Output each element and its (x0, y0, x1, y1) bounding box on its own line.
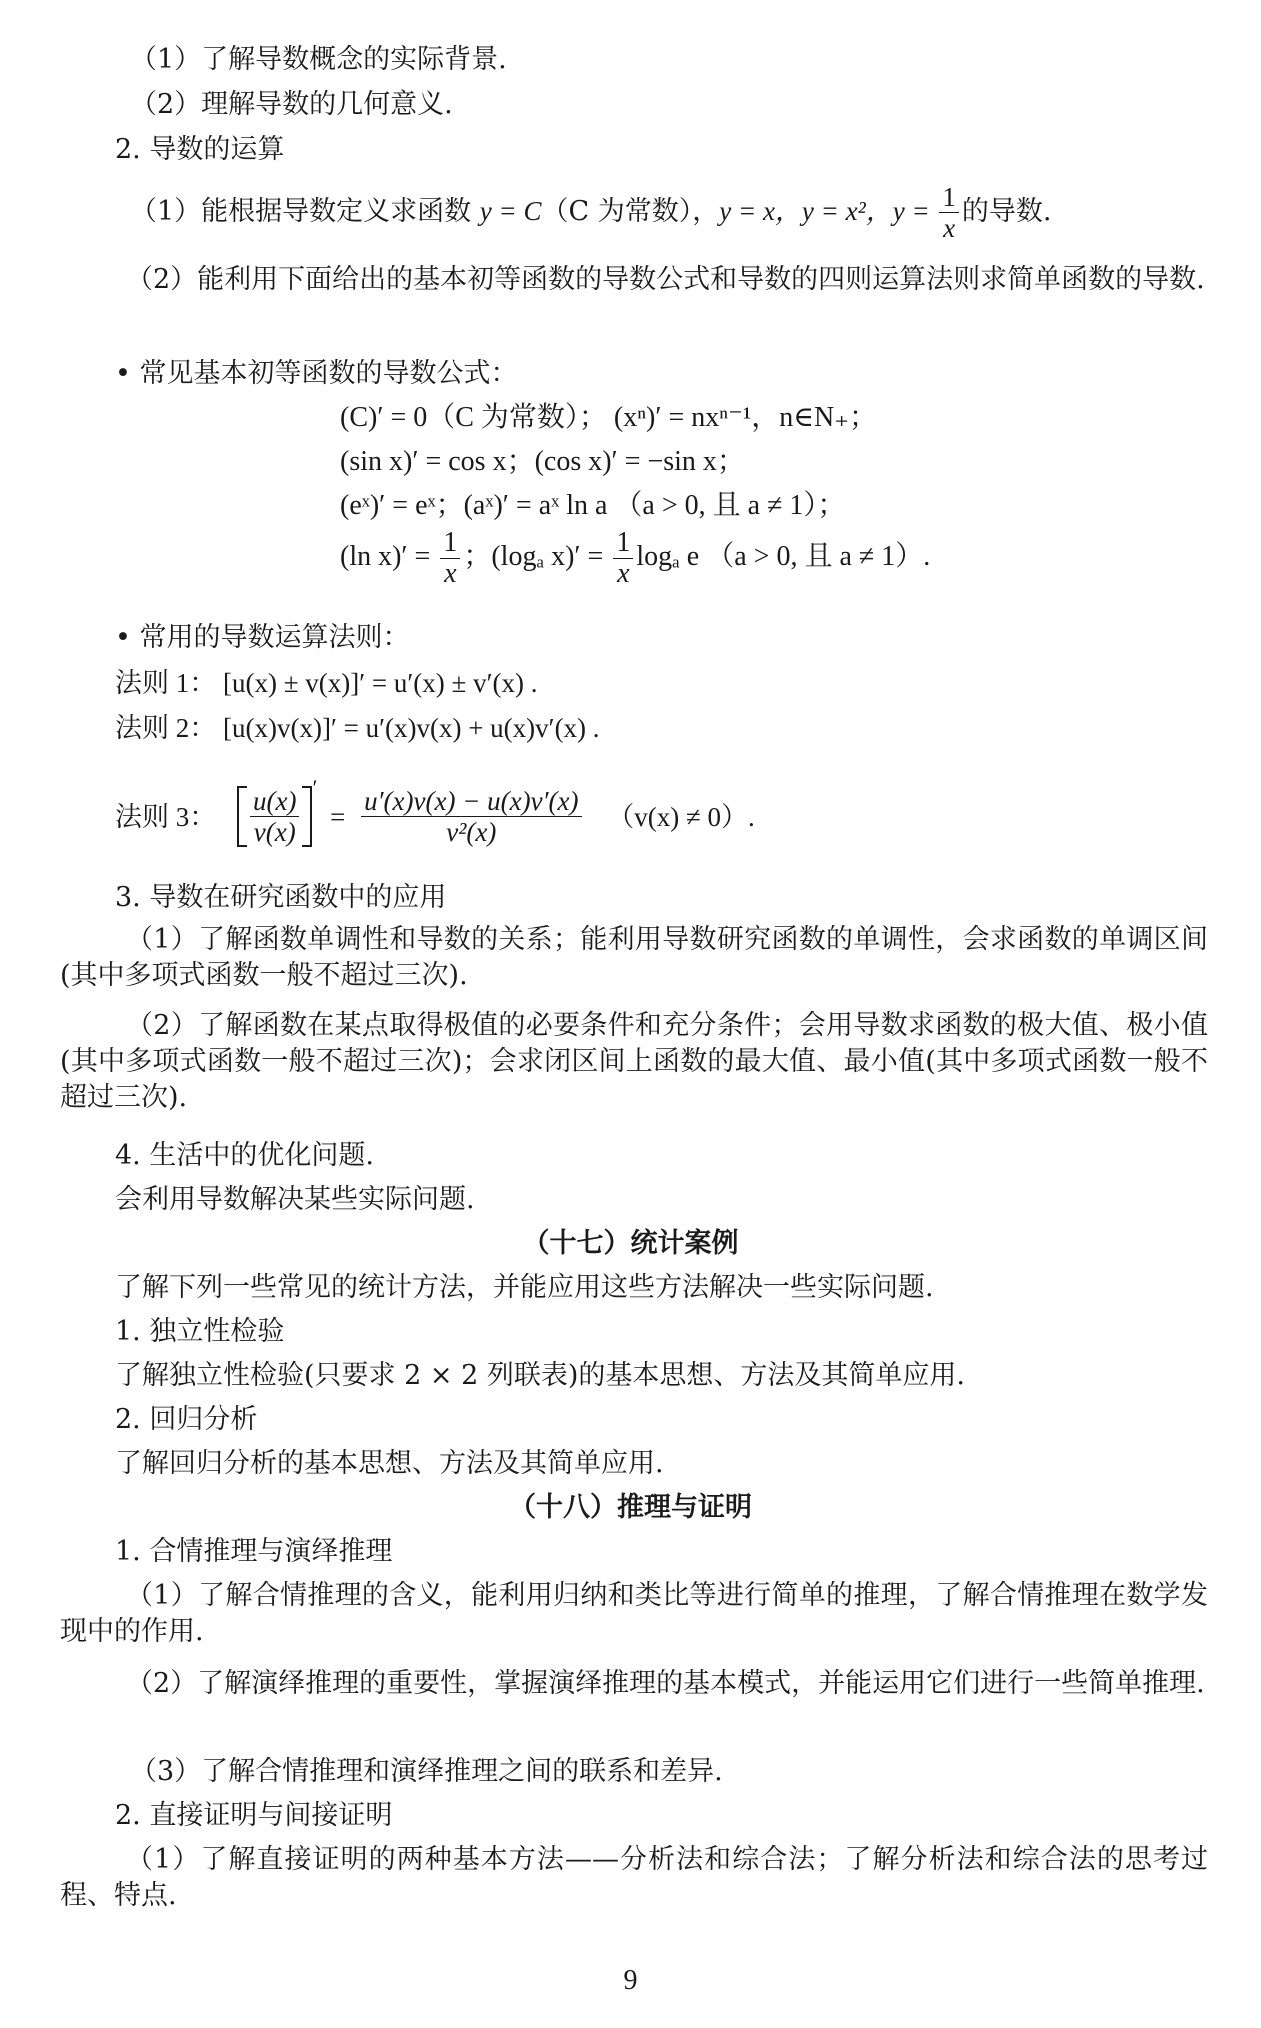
fraction-denominator: v²(x) (446, 817, 497, 848)
fraction-numerator: u′(x)v(x) − u(x)v′(x) (361, 786, 581, 817)
section-heading: 4. 生活中的优化问题. (115, 1140, 374, 1171)
paragraph: 了解回归分析的基本思想、方法及其简单应用. (115, 1448, 664, 1479)
text: 的导数. (961, 196, 1052, 227)
page-number: 9 (623, 1965, 638, 1996)
fraction (939, 182, 959, 243)
fraction-denominator: x (943, 213, 956, 243)
formula-line: (C)′ = 0（C 为常数）； (xⁿ)′ = nxⁿ⁻¹，n∈N₊； (340, 402, 878, 433)
formula: logₐ e （a > 0, 且 a ≠ 1）. (636, 540, 931, 572)
condition: （v(x) ≠ 0）. (607, 801, 755, 832)
formula: y = C (479, 196, 542, 226)
rule-line (115, 770, 755, 847)
fraction (440, 528, 460, 589)
rule-line: 法则 1： [u(x) ± v(x)]′ = u′(x) ± v′(x) . (115, 668, 538, 698)
section-heading: 2. 回归分析 (115, 1404, 258, 1435)
fraction-denominator: v(x) (253, 817, 296, 848)
paragraph: （2）能利用下面给出的基本初等函数的导数公式和导数的四则运算法则求简单函数的导数. (126, 264, 1205, 295)
formula-line: (eˣ)′ = eˣ；(aˣ)′ = aˣ ln a （a > 0, 且 a ≠ 1）； (340, 490, 846, 521)
list-bullet-heading: • 常见基本初等函数的导数公式： (115, 358, 518, 389)
fraction (361, 786, 581, 847)
fraction-numerator: u(x) (250, 786, 299, 817)
paragraph: （1）了解导数概念的实际背景. (130, 44, 507, 75)
fraction-numerator: 1 (939, 182, 959, 213)
section-heading: 1. 合情推理与演绎推理 (115, 1536, 393, 1567)
formula: (ln x)′ = (340, 540, 438, 572)
rule-line: 法则 2： [u(x)v(x)]′ = u′(x)v(x) + u(x)v′(x) . (115, 713, 600, 743)
paragraph: （2）了解演绎推理的重要性，掌握演绎推理的基本模式，并能运用它们进行一些简单推理. (126, 1668, 1205, 1699)
equals-sign: = (330, 801, 346, 832)
fraction-numerator: 1 (613, 528, 633, 559)
section-heading: 2. 直接证明与间接证明 (115, 1800, 393, 1831)
paragraph: （2）了解函数在某点取得极值的必要条件和充分条件；会用导数求函数的极大值、极小值(其中多项式函数一般不超过三次)；会求闭区间上函数的最大值、最小值(其中多项式函数一般不超过三次). (60, 1010, 1208, 1113)
fraction (250, 786, 299, 847)
paragraph: （1）了解函数单调性和导数的关系；能利用导数研究函数的单调性，会求函数的单调区间(其中多项式函数一般不超过三次). (60, 924, 1208, 991)
section-heading: 2. 导数的运算 (115, 134, 285, 165)
text: （C 为常数）， (541, 196, 720, 227)
paragraph: （3）了解合情推理和演绎推理之间的联系和差异. (130, 1756, 723, 1787)
chapter-heading: （十八）推理与证明 (509, 1492, 752, 1523)
paragraph (130, 182, 1052, 243)
section-heading: 3. 导数在研究函数中的应用 (115, 882, 447, 913)
formula: y = x，y = x²，y = (719, 196, 937, 226)
text: （1）能根据导数定义求函数 (130, 196, 480, 227)
paragraph: （1）了解合情推理的含义，能利用归纳和类比等进行简单的推理，了解合情推理在数学发现中的作用. (60, 1580, 1208, 1647)
bracket-expression (237, 786, 312, 847)
formula: ；(logₐ x)′ = (463, 540, 611, 572)
paragraph: 了解独立性检验(只要求 2 × 2 列联表)的基本思想、方法及其简单应用. (115, 1360, 965, 1391)
paragraph: （1）了解直接证明的两种基本方法——分析法和综合法；了解分析法和综合法的思考过程、特点. (60, 1844, 1208, 1911)
fraction-denominator: x (617, 558, 630, 589)
paragraph: （2）理解导数的几何意义. (130, 89, 453, 120)
paragraph: 了解下列一些常见的统计方法，并能应用这些方法解决一些实际问题. (115, 1272, 934, 1303)
list-bullet-heading: • 常用的导数运算法则： (115, 622, 410, 653)
fraction-numerator: 1 (440, 528, 460, 559)
formula-line: (sin x)′ = cos x；(cos x)′ = −sin x； (340, 446, 745, 477)
fraction (613, 528, 633, 589)
formula-line (340, 528, 930, 589)
chapter-heading: （十七）统计案例 (522, 1228, 739, 1259)
section-heading: 1. 独立性检验 (115, 1316, 285, 1347)
paragraph: 会利用导数解决某些实际问题. (115, 1184, 475, 1215)
prime-mark: ′ (312, 775, 318, 800)
fraction-denominator: x (444, 558, 457, 589)
rule-label: 法则 3： (115, 801, 217, 832)
